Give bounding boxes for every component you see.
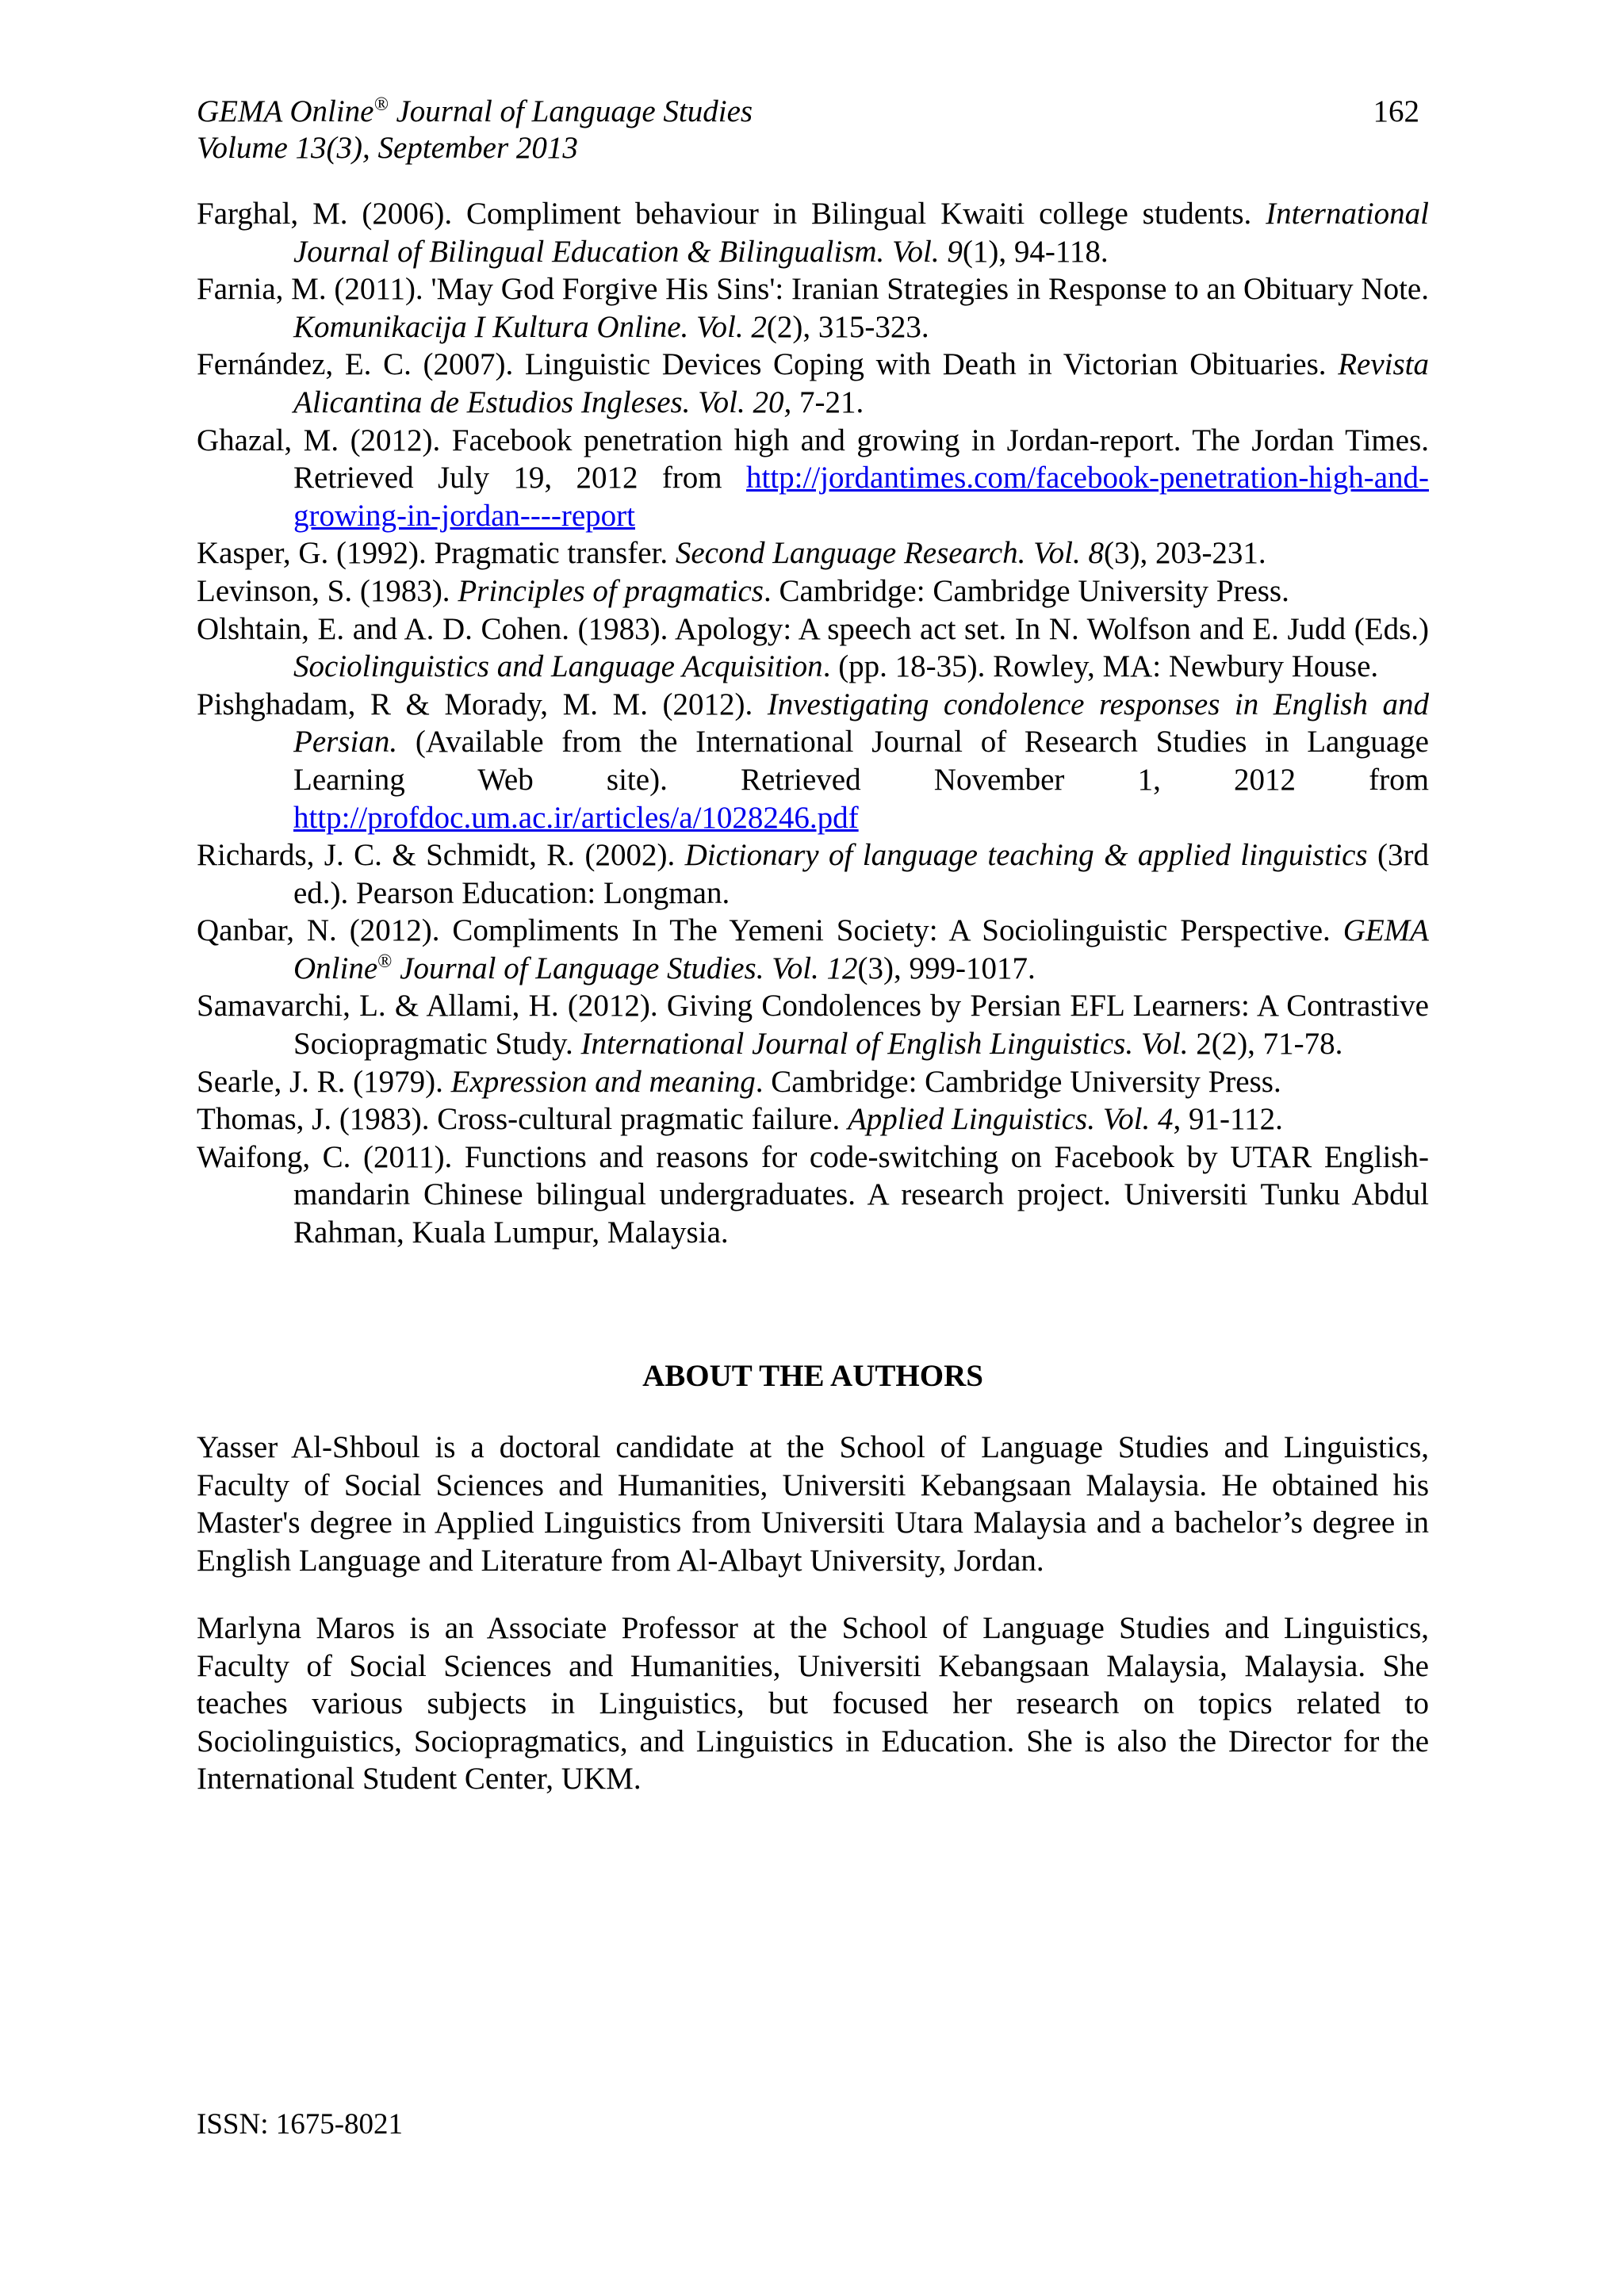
reference-entry: Richards, J. C. & Schmidt, R. (2002). Dictionary of language teaching & applied linguistics (3rd ed.). Pearson Education: Longman. <box>197 838 1429 910</box>
reference-entry: Qanbar, N. (2012). Compliments In The Yemeni Society: A Sociolinguistic Perspective. GEMA Online® Journal of Language Studies. Vol. 12(3), 999-1017. <box>197 913 1429 985</box>
reference-list <box>197 195 1429 1252</box>
journal-title: GEMA Online® Journal of Language Studies <box>197 94 753 128</box>
reference-entry: Farnia, M. (2011). 'May God Forgive His Sins': Iranian Strategies in Response to an Obituary Note. Komunikacija I Kultura Online. Vol. 2(2), 315-323. <box>197 272 1429 344</box>
reference-link[interactable]: http://jordantimes.com/facebook-penetration-high-and-growing-in-jordan----report <box>293 461 1429 533</box>
reference-entry: Fernández, E. C. (2007). Linguistic Devices Coping with Death in Victorian Obituaries. Revista Alicantina de Estudios Ingleses. Vol. 20, 7-21. <box>197 347 1429 419</box>
reference-entry: Samavarchi, L. & Allami, H. (2012). Giving Condolences by Persian EFL Learners: A Contrastive Sociopragmatic Study. International Journal of English Linguistics. Vol. 2(2), 71-78. <box>197 989 1429 1062</box>
section-title: ABOUT THE AUTHORS <box>642 1359 983 1393</box>
author-bio: Marlyna Maros is an Associate Professor at the School of Language Studies and Linguistics, Faculty of Social Sciences and Humanities, Universiti Kebangsaan Malaysia, Malaysia. She teaches various subjects in Linguistics, but focused her research on topics related to Sociolinguistics, Sociopragmatics, and Linguistics in Education. She is also the Director for the International Student Center, UKM. <box>197 1611 1429 1797</box>
reference-entry: Levinson, S. (1983). Principles of pragmatics. Cambridge: Cambridge University Press. <box>197 573 1289 608</box>
running-header <box>197 94 1419 166</box>
reference-entry: Waifong, C. (2011). Functions and reasons for code-switching on Facebook by UTAR English-mandarin Chinese bilingual undergraduates. A research project. Universiti Tunku Abdul Rahman, Kuala Lumpur, Malaysia. <box>197 1139 1429 1250</box>
reference-entry: Searle, J. R. (1979). Expression and meaning. Cambridge: Cambridge University Press. <box>197 1064 1281 1099</box>
author-bio: Yasser Al-Shboul is a doctoral candidate at the School of Language Studies and Linguistics, Faculty of Social Sciences and Humanities, Universiti Kebangsaan Malaysia. He obtained his Master's degree in Applied Linguistics from Universiti Utara Malaysia and a bachelor’s degree in English Language and Literature from Al-Albayt University, Jordan. <box>197 1430 1429 1578</box>
issn-footer: ISSN: 1675-8021 <box>197 2108 404 2141</box>
reference-entry: Ghazal, M. (2012). Facebook penetration high and growing in Jordan-report. The Jordan Times. Retrieved July 19, 2012 from http://jordantimes.com/facebook-penetration-high-and-growing-in-jordan----report <box>197 423 1429 533</box>
reference-link[interactable]: http://profdoc.um.ac.ir/articles/a/1028246.pdf <box>293 800 859 835</box>
page-number: 162 <box>1373 94 1419 128</box>
reference-entry: Kasper, G. (1992). Pragmatic transfer. Second Language Research. Vol. 8(3), 203-231. <box>197 536 1266 571</box>
reference-entry: Pishghadam, R & Morady, M. M. (2012). Investigating condolence responses in English and Persian. (Available from the International Journal of Research Studies in Language Learning Web site). Retrieved November 1, 2012 from http://profdoc.um.ac.ir/articles/a/1028246.pdf <box>197 687 1429 835</box>
journal-volume: Volume 13(3), September 2013 <box>197 131 578 165</box>
reference-entry: Farghal, M. (2006). Compliment behaviour in Bilingual Kwaiti college students. International Journal of Bilingual Education & Bilingualism. Vol. 9(1), 94-118. <box>197 197 1429 269</box>
reference-entry: Thomas, J. (1983). Cross-cultural pragmatic failure. Applied Linguistics. Vol. 4, 91-112. <box>197 1102 1283 1137</box>
reference-entry: Olshtain, E. and A. D. Cohen. (1983). Apology: A speech act set. In N. Wolfson and E. Judd (Eds.) Sociolinguistics and Language Acquisition. (pp. 18-35). Rowley, MA: Newbury House. <box>197 611 1429 684</box>
